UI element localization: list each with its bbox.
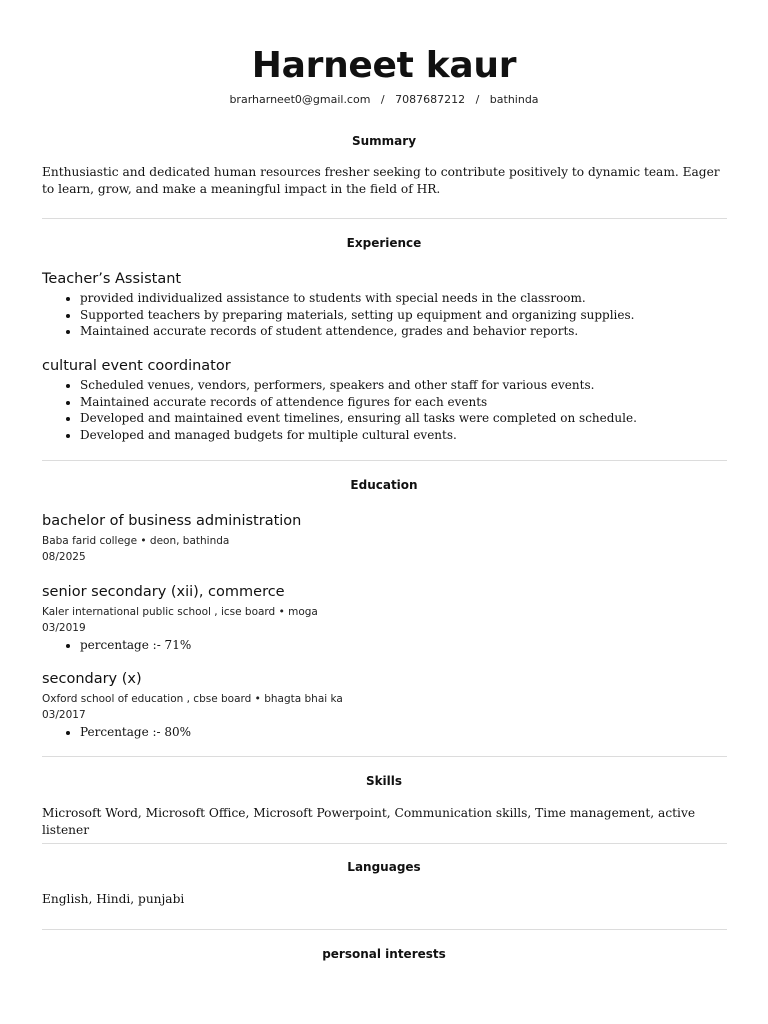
school-senior-secondary: Kaler international public school , icse board • moga [42,606,318,618]
contact-line: brarharneet0@gmail.com / 7087687212 / bathinda [229,93,539,106]
section-divider [42,756,727,757]
job-bullets-teachers-assistant [62,290,634,340]
personal-interests-heading: personal interests [322,947,446,961]
school-bba: Baba farid college • deon, bathinda [42,535,230,547]
job-title-teachers-assistant: Teacher’s Assistant [42,271,182,287]
date-bba: 08/2025 [42,551,86,563]
candidate-name: Harneet kaur [251,45,517,86]
section-divider [42,929,727,930]
summary-text: Enthusiastic and dedicated human resources fresher seeking to contribute positively to dynamic team. Eager to learn, grow, and make a meaningful impact in the field of HR. [42,165,720,196]
section-divider [42,218,727,219]
job-bullets-cultural-event-coordinator [62,377,637,443]
languages-heading: Languages [347,860,421,874]
bullets-secondary [62,724,191,741]
bullets-senior-secondary [62,637,191,654]
list-item: • Maintained accurate records of attendence figures for each events [80,394,637,411]
job-title-cultural-event-coordinator: cultural event coordinator [42,358,231,374]
section-divider [42,460,727,461]
list-item: • Supported teachers by preparing materials, setting up equipment and organizing supplies. [80,307,634,324]
skills-text: Microsoft Word, Microsoft Office, Microsoft Powerpoint, Communication skills, Time management, active listener [42,806,696,837]
degree-secondary: secondary (x) [42,671,142,687]
list-item: • Scheduled venues, vendors, performers, speakers and other staff for various events. [80,377,637,394]
education-heading: Education [350,478,418,492]
skills-heading: Skills [365,774,403,788]
list-item: • Developed and maintained event timelines, ensuring all tasks were completed on schedule. [80,410,637,427]
school-secondary: Oxford school of education , cbse board • bhagta bhai ka [42,693,343,705]
languages-text: English, Hindi, punjabi [42,892,185,906]
experience-heading: Experience [346,236,422,250]
list-item: • Percentage :- 80% [80,724,191,741]
list-item: • Developed and managed budgets for multiple cultural events. [80,427,637,444]
list-item: • provided individualized assistance to students with special needs in the classroom. [80,290,634,307]
list-item: • percentage :- 71% [80,637,191,654]
summary-heading: Summary [351,134,417,148]
date-secondary: 03/2017 [42,709,86,721]
section-divider [42,843,727,844]
date-senior-secondary: 03/2019 [42,622,86,634]
degree-bba: bachelor of business administration [42,513,302,529]
list-item: • Maintained accurate records of student attendence, grades and behavior reports. [80,323,634,340]
degree-senior-secondary: senior secondary (xii), commerce [42,584,285,600]
